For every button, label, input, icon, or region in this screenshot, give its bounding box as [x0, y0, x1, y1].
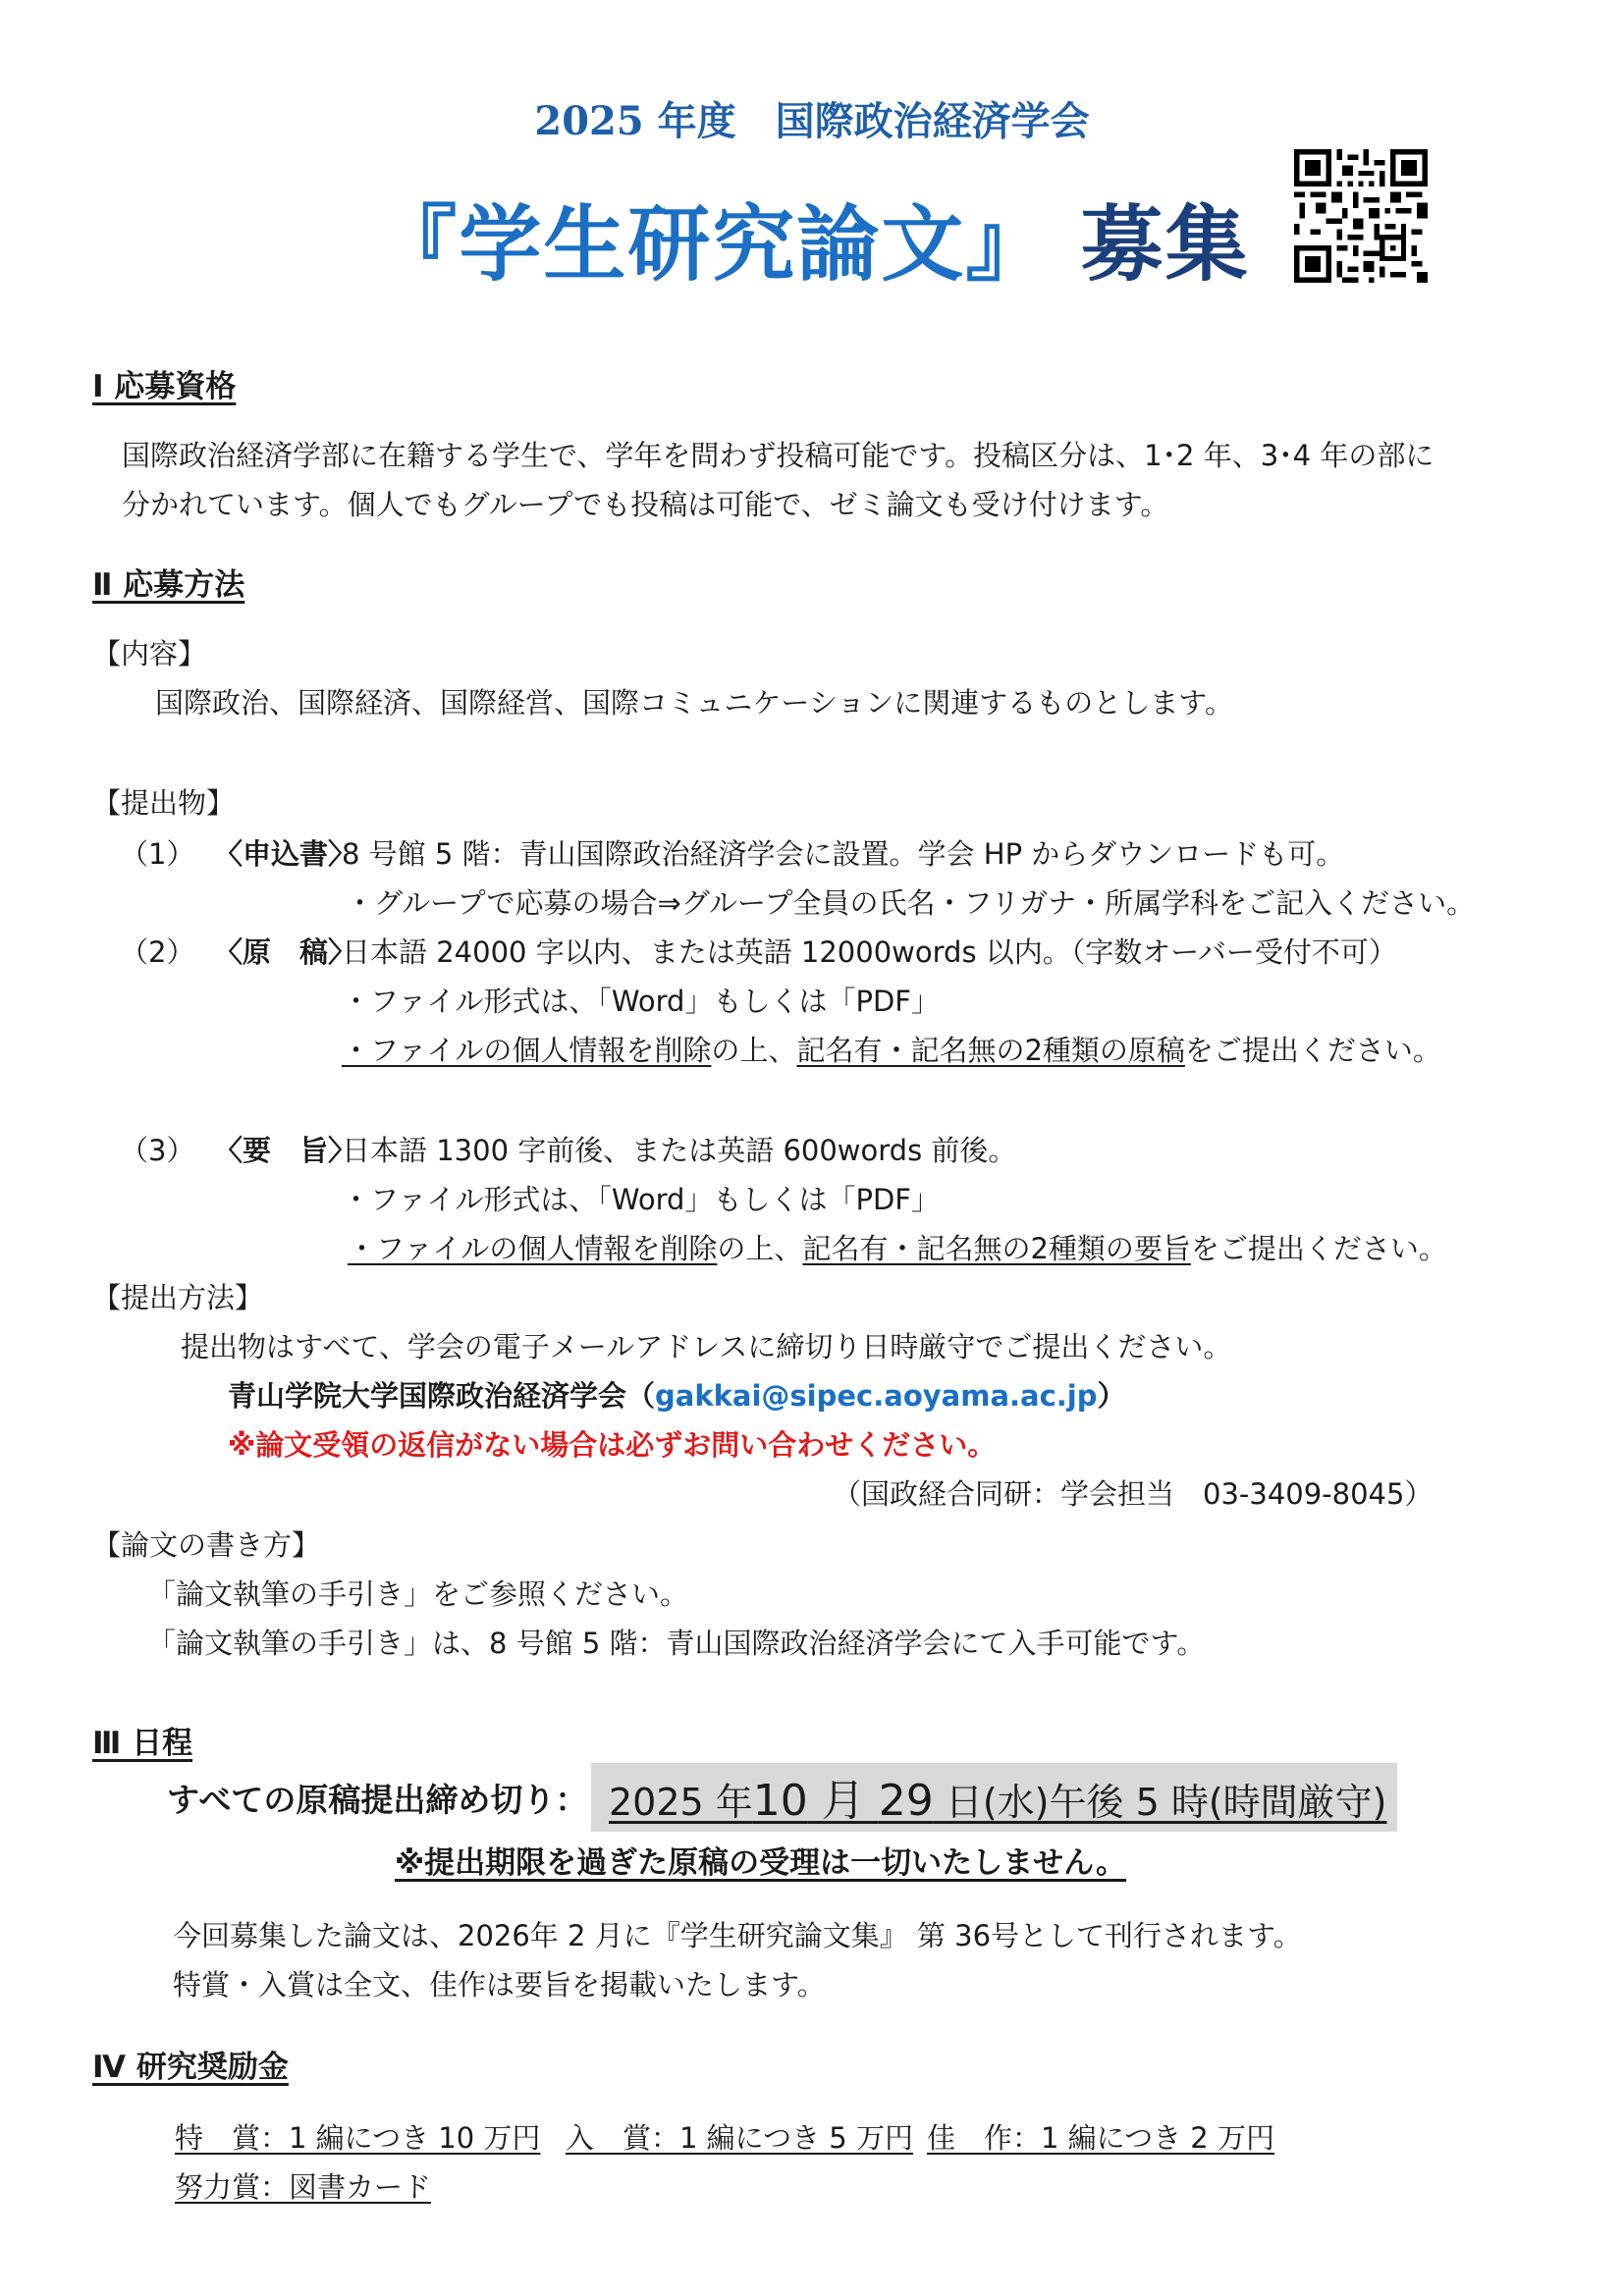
title-tail: 募集 [1050, 196, 1250, 293]
title-main: 『学生研究論文』 [374, 196, 1051, 293]
item-2-note-anonymize [342, 1029, 1441, 1069]
content-text: 国際政治、国際経済、国際経営、国際コミュニケーションに関連するものとします。 [155, 686, 1233, 720]
item-2-note-format: ・ファイル形式は、「Word」もしくは「PDF」 [342, 985, 940, 1018]
writing-line-2: 「論文執筆の手引き」は、8 号館 5 階：青山国際政治経済学会にて入手可能です。 [147, 1627, 1206, 1660]
org-close: ） [1097, 1379, 1126, 1413]
prize-honorable: 佳 作：1 編につき 2 万円 [927, 2121, 1274, 2155]
item-3-note-part3: 記名有・記名無の2種類の要旨 [802, 1232, 1191, 1265]
phone-contact: （国政経合同研：学会担当 03-3409-8045） [833, 1477, 1434, 1511]
warning-text: ※論文受領の返信がない場合は必ずお問い合わせください。 [228, 1428, 997, 1462]
publication-line-1: 今回募集した論文は、2026年 2 月に『学生研究論文集』 第 36号として刊行されます。 [173, 1919, 1302, 1952]
item-2-note-part1: ・ファイルの個人情報を削除 [342, 1034, 712, 1067]
item-3-text: 日本語 1300 字前後、または英語 600words 前後。 [342, 1134, 1017, 1167]
item-2-note-part4: をご提出ください。 [1184, 1034, 1441, 1067]
submission-method-label: 【提出方法】 [92, 1281, 264, 1314]
item-2-name: 〈原 稿〉 [214, 935, 357, 969]
item-3-number: （3） [120, 1134, 195, 1167]
page-subtitle: 2025 年度 国際政治経済学会 [534, 98, 1090, 144]
item-1-number: （1） [120, 837, 195, 871]
deadline-part-b: 10 [752, 1776, 808, 1826]
deadline-part-c: 月 [807, 1776, 879, 1826]
late-submission-notice: ※提出期限を過ぎた原稿の受理は一切いたしません。 [395, 1845, 1126, 1881]
submission-items-label: 【提出物】 [92, 786, 236, 820]
writing-label: 【論文の書き方】 [92, 1528, 321, 1562]
submission-contact [228, 1374, 1126, 1415]
item-3-note-format: ・ファイル形式は、「Word」もしくは「PDF」 [342, 1183, 940, 1216]
prize-special: 特 賞：1 編につき 10 万円 [175, 2121, 541, 2155]
section-heading-eligibility: Ⅰ 応募資格 [92, 369, 237, 404]
deadline-date [591, 1763, 1397, 1832]
email-link[interactable]: gakkai@sipec.aoyama.ac.jp [655, 1379, 1098, 1413]
org-name: 青山学院大学国際政治経済学会（ [228, 1379, 656, 1413]
publication-line-2: 特賞・入賞は全文、佳作は要旨を掲載いたします。 [173, 1968, 826, 2002]
deadline-part-d: 29 [878, 1776, 934, 1826]
item-2-note-part2: の上、 [711, 1034, 797, 1067]
item-1-note: ・グループで応募の場合⇒グループ全員の氏名・フリガナ・所属学科をご記入ください。 [346, 886, 1476, 920]
item-3-name: 〈要 旨〉 [214, 1134, 357, 1167]
item-3-note-part1: ・ファイルの個人情報を削除 [348, 1232, 718, 1265]
section-heading-award: Ⅳ 研究奨励金 [92, 2050, 289, 2085]
eligibility-line-1: 国際政治経済学部に在籍する学生で、学年を問わず投稿可能です。投稿区分は、1･2 年、3･4 年の部に [122, 439, 1435, 472]
section-heading-schedule: Ⅲ 日程 [92, 1726, 193, 1761]
deadline-part-e: 日(水)午後 5 時(時間厳守) [933, 1781, 1387, 1824]
deadline-label: すべての原稿提出締め切り： [167, 1781, 588, 1819]
prize-winner: 入 賞：1 編につき 5 万円 [566, 2121, 913, 2155]
item-2-text: 日本語 24000 字以内、または英語 12000words 以内。（字数オーバー受付不可） [342, 935, 1397, 969]
qr-code-icon[interactable] [1294, 149, 1428, 283]
eligibility-line-2: 分かれています。個人でもグループでも投稿は可能で、ゼミ論文も受け付けます。 [122, 488, 1169, 521]
prize-effort: 努力賞：図書カード [175, 2170, 432, 2204]
item-1-text: 8 号館 5 階：青山国際政治経済学会に設置。学会 HP からダウンロードも可。 [342, 837, 1345, 871]
item-2-note-part3: 記名有・記名無の2種類の原稿 [796, 1034, 1185, 1067]
item-3-note-part4: をご提出ください。 [1190, 1232, 1447, 1265]
item-2-number: （2） [120, 935, 195, 969]
deadline-part-a: 2025 年 [609, 1781, 753, 1824]
submission-method-text: 提出物はすべて、学会の電子メールアドレスに締切り日時厳守でご提出ください。 [181, 1330, 1232, 1363]
item-3-note-part2: の上、 [717, 1232, 803, 1265]
item-3-note-anonymize [348, 1227, 1447, 1267]
writing-line-1: 「論文執筆の手引き」をご参照ください。 [147, 1577, 689, 1611]
content-label: 【内容】 [92, 637, 207, 670]
item-1-name: 〈申込書〉 [214, 837, 357, 871]
section-heading-method: Ⅱ 応募方法 [92, 567, 245, 603]
